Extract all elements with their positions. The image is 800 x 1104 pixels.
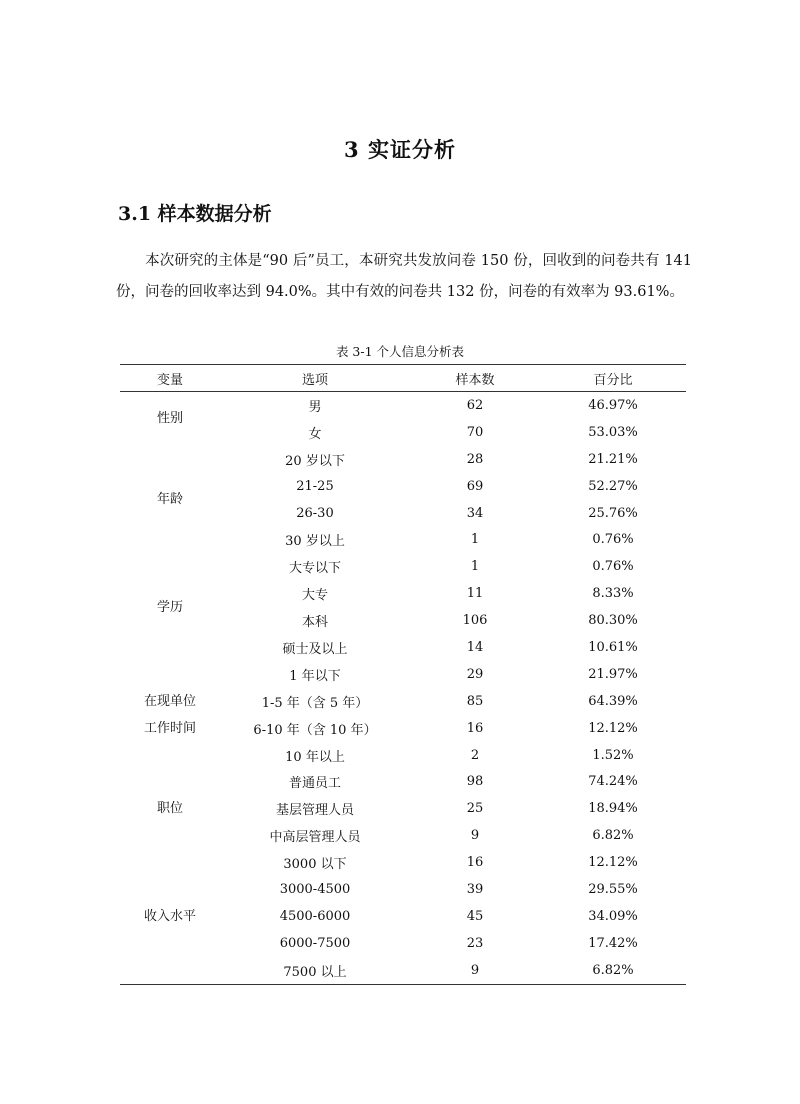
- percent-cell: 46.97%: [588, 397, 638, 413]
- count-cell: 25: [466, 801, 484, 817]
- count-cell: 16: [466, 720, 484, 736]
- percent-cell: 17.42%: [588, 935, 638, 951]
- percent-cell: 21.97%: [588, 666, 638, 682]
- option-cell: 硕士及以上: [282, 641, 348, 657]
- percent-cell: 34.09%: [588, 908, 638, 924]
- percent-cell: 64.39%: [588, 693, 638, 709]
- body-paragraph: [116, 246, 692, 308]
- count-cell: 34: [466, 505, 484, 521]
- count-cell: 39: [466, 881, 484, 897]
- option-cell: 1 年以下: [289, 668, 341, 684]
- percent-cell: 6.82%: [592, 828, 634, 844]
- variable-cell: 收入水平: [143, 908, 196, 924]
- percent-cell: 6.82%: [592, 962, 634, 978]
- personal-info-table: [120, 364, 686, 985]
- percent-cell: 0.76%: [592, 532, 634, 548]
- chapter-title: 3 实证分析: [344, 137, 456, 162]
- table-header-row: [120, 365, 686, 392]
- count-cell: 69: [466, 478, 484, 494]
- option-cell: 大专以下: [288, 561, 341, 577]
- variable-cell: 职位: [156, 801, 183, 817]
- percent-cell: 74.24%: [588, 774, 638, 790]
- count-cell: 1: [470, 532, 480, 548]
- header-percent: 百分比: [593, 372, 633, 388]
- option-cell: 6-10 年（含 10 年）: [253, 722, 377, 738]
- count-cell: 1: [470, 559, 480, 575]
- option-cell: 大专: [301, 588, 328, 604]
- percent-cell: 53.03%: [588, 424, 638, 440]
- table-row: [120, 661, 686, 688]
- option-cell: 男: [308, 399, 322, 415]
- count-cell: 98: [466, 774, 484, 790]
- option-cell: 基层管理人员: [275, 803, 354, 819]
- option-cell: 6000-7500: [279, 935, 351, 951]
- percent-cell: 25.76%: [588, 505, 638, 521]
- option-cell: 中高层管理人员: [269, 830, 361, 846]
- percent-cell: 21.21%: [588, 451, 638, 467]
- option-cell: 3000 以下: [283, 857, 347, 873]
- percent-cell: 1.52%: [592, 747, 634, 763]
- count-cell: 9: [470, 828, 480, 844]
- percent-cell: 18.94%: [588, 801, 638, 817]
- option-cell: 7500 以上: [283, 964, 347, 980]
- count-cell: 45: [466, 908, 484, 924]
- variable-cell: 性别: [156, 411, 183, 427]
- table-row: [120, 768, 686, 795]
- header-count: 样本数: [455, 372, 495, 388]
- count-cell: 85: [466, 693, 484, 709]
- count-cell: 2: [470, 747, 480, 763]
- percent-cell: 12.12%: [588, 855, 638, 871]
- percent-cell: 52.27%: [588, 478, 638, 494]
- percent-cell: 10.61%: [588, 639, 638, 655]
- count-cell: 11: [466, 586, 484, 602]
- table-caption: 表 3-1 个人信息分析表: [335, 344, 465, 359]
- percent-cell: 0.76%: [592, 559, 634, 575]
- option-cell: 普通员工: [288, 776, 341, 792]
- option-cell: 女: [308, 426, 322, 442]
- table-row: [120, 849, 686, 876]
- variable-cell: 在现单位 工作时间: [143, 693, 196, 736]
- header-option: 选项: [301, 372, 328, 388]
- option-cell: 10 年以上: [285, 749, 345, 765]
- table-row: [120, 553, 686, 580]
- variable-cell: 学历: [156, 599, 183, 615]
- option-cell: 1-5 年（含 5 年）: [261, 695, 369, 711]
- count-cell: 70: [466, 424, 484, 440]
- option-cell: 3000-4500: [279, 881, 351, 897]
- count-cell: 106: [462, 613, 488, 629]
- option-cell: 21-25: [296, 478, 334, 494]
- table-row: [120, 392, 686, 419]
- count-cell: 16: [466, 855, 484, 871]
- count-cell: 9: [470, 962, 480, 978]
- percent-cell: 12.12%: [588, 720, 638, 736]
- percent-cell: 80.30%: [588, 613, 638, 629]
- count-cell: 62: [466, 397, 484, 413]
- paragraph-text: 本次研究的主体是“90 后”员工，本研究共发放问卷 150 份，回收到的问卷共有 141 份，问卷的回收率达到 94.0%。其中有效的问卷共 132 份，问卷的有效率为 93.61%。: [116, 253, 692, 300]
- section-title: 3.1 样本数据分析: [118, 203, 272, 225]
- count-cell: 28: [466, 451, 484, 467]
- variable-cell: 年龄: [156, 492, 183, 508]
- option-cell: 4500-6000: [279, 908, 351, 924]
- table-body: [120, 392, 686, 985]
- percent-cell: 29.55%: [588, 881, 638, 897]
- table-row: [120, 446, 686, 473]
- option-cell: 本科: [301, 615, 328, 631]
- option-cell: 26-30: [296, 505, 334, 521]
- count-cell: 14: [466, 639, 484, 655]
- option-cell: 20 岁以下: [285, 453, 345, 469]
- header-variable: 变量: [156, 372, 183, 388]
- percent-cell: 8.33%: [592, 586, 634, 602]
- count-cell: 23: [466, 935, 484, 951]
- option-cell: 30 岁以上: [285, 534, 345, 550]
- count-cell: 29: [466, 666, 484, 682]
